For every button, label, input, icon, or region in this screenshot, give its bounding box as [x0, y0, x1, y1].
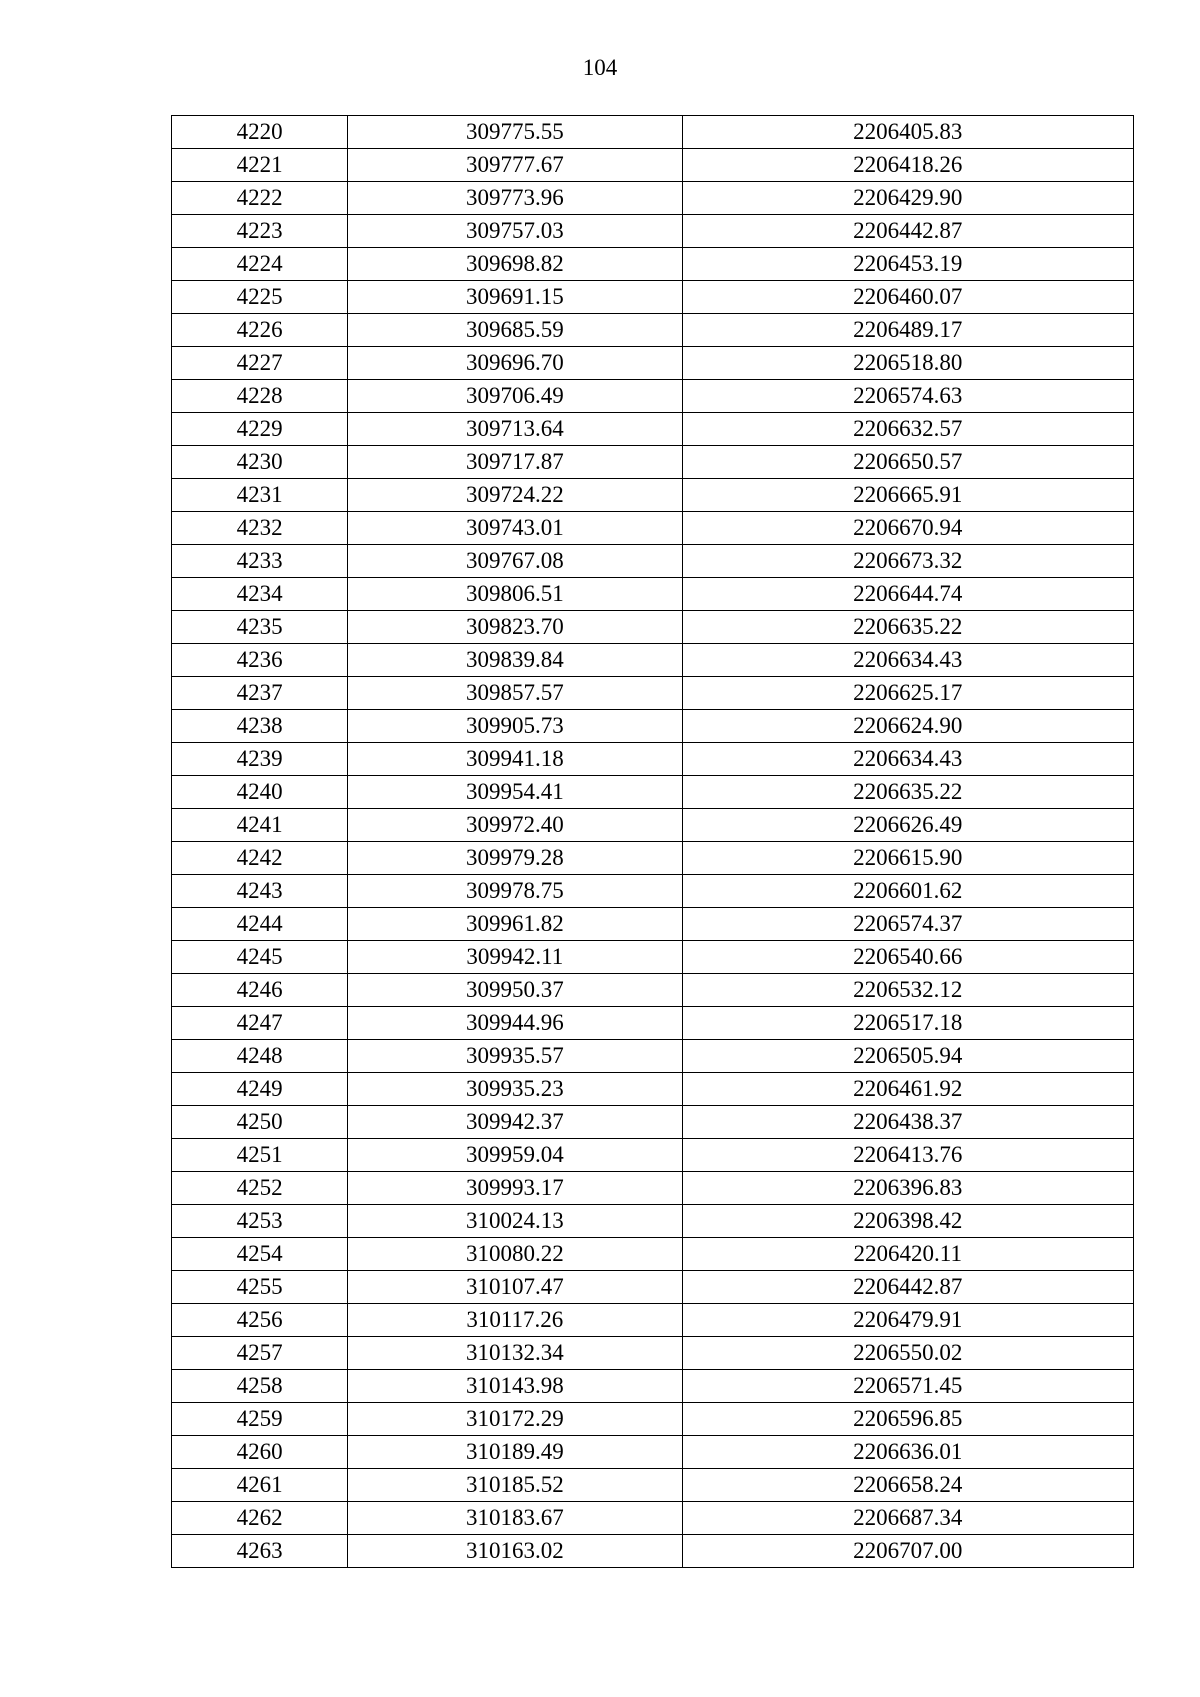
y-coordinate-cell: 2206601.62 — [682, 875, 1133, 908]
x-coordinate-cell: 309696.70 — [348, 347, 682, 380]
point-id-cell: 4259 — [172, 1403, 348, 1436]
point-id-cell: 4249 — [172, 1073, 348, 1106]
y-coordinate-cell: 2206658.24 — [682, 1469, 1133, 1502]
point-id-cell: 4229 — [172, 413, 348, 446]
y-coordinate-cell: 2206461.92 — [682, 1073, 1133, 1106]
point-id-cell: 4234 — [172, 578, 348, 611]
y-coordinate-cell: 2206665.91 — [682, 479, 1133, 512]
y-coordinate-cell: 2206574.63 — [682, 380, 1133, 413]
x-coordinate-cell: 309935.57 — [348, 1040, 682, 1073]
y-coordinate-cell: 2206550.02 — [682, 1337, 1133, 1370]
x-coordinate-cell: 310189.49 — [348, 1436, 682, 1469]
x-coordinate-cell: 309857.57 — [348, 677, 682, 710]
point-id-cell: 4222 — [172, 182, 348, 215]
table-row — [172, 677, 1134, 710]
point-id-cell: 4221 — [172, 149, 348, 182]
x-coordinate-cell: 309993.17 — [348, 1172, 682, 1205]
x-coordinate-cell: 309978.75 — [348, 875, 682, 908]
x-coordinate-cell: 309905.73 — [348, 710, 682, 743]
y-coordinate-cell: 2206396.83 — [682, 1172, 1133, 1205]
table-row — [172, 1040, 1134, 1073]
table-row — [172, 1073, 1134, 1106]
y-coordinate-cell: 2206625.17 — [682, 677, 1133, 710]
x-coordinate-cell: 309724.22 — [348, 479, 682, 512]
x-coordinate-cell: 309691.15 — [348, 281, 682, 314]
table-row — [172, 1304, 1134, 1337]
y-coordinate-cell: 2206438.37 — [682, 1106, 1133, 1139]
x-coordinate-cell: 309972.40 — [348, 809, 682, 842]
point-id-cell: 4232 — [172, 512, 348, 545]
table-row — [172, 347, 1134, 380]
table-row — [172, 941, 1134, 974]
y-coordinate-cell: 2206405.83 — [682, 116, 1133, 149]
table-row — [172, 842, 1134, 875]
x-coordinate-cell: 309775.55 — [348, 116, 682, 149]
table-row — [172, 1436, 1134, 1469]
point-id-cell: 4263 — [172, 1535, 348, 1568]
y-coordinate-cell: 2206460.07 — [682, 281, 1133, 314]
point-id-cell: 4225 — [172, 281, 348, 314]
y-coordinate-cell: 2206636.01 — [682, 1436, 1133, 1469]
point-id-cell: 4261 — [172, 1469, 348, 1502]
table-row — [172, 974, 1134, 1007]
point-id-cell: 4246 — [172, 974, 348, 1007]
y-coordinate-cell: 2206420.11 — [682, 1238, 1133, 1271]
table-row — [172, 182, 1134, 215]
table-row — [172, 512, 1134, 545]
y-coordinate-cell: 2206624.90 — [682, 710, 1133, 743]
table-row — [172, 116, 1134, 149]
x-coordinate-cell: 309839.84 — [348, 644, 682, 677]
x-coordinate-cell: 309698.82 — [348, 248, 682, 281]
point-id-cell: 4243 — [172, 875, 348, 908]
y-coordinate-cell: 2206442.87 — [682, 1271, 1133, 1304]
table-row — [172, 1271, 1134, 1304]
table-row — [172, 1337, 1134, 1370]
y-coordinate-cell: 2206571.45 — [682, 1370, 1133, 1403]
point-id-cell: 4254 — [172, 1238, 348, 1271]
x-coordinate-cell: 309806.51 — [348, 578, 682, 611]
table-row — [172, 149, 1134, 182]
table-row — [172, 644, 1134, 677]
point-id-cell: 4236 — [172, 644, 348, 677]
point-id-cell: 4247 — [172, 1007, 348, 1040]
table-row — [172, 875, 1134, 908]
y-coordinate-cell: 2206632.57 — [682, 413, 1133, 446]
x-coordinate-cell: 309823.70 — [348, 611, 682, 644]
x-coordinate-cell: 310183.67 — [348, 1502, 682, 1535]
y-coordinate-cell: 2206489.17 — [682, 314, 1133, 347]
table-row — [172, 413, 1134, 446]
point-id-cell: 4238 — [172, 710, 348, 743]
table-row — [172, 809, 1134, 842]
x-coordinate-cell: 310080.22 — [348, 1238, 682, 1271]
x-coordinate-cell: 309944.96 — [348, 1007, 682, 1040]
x-coordinate-cell: 310163.02 — [348, 1535, 682, 1568]
x-coordinate-cell: 310132.34 — [348, 1337, 682, 1370]
y-coordinate-cell: 2206413.76 — [682, 1139, 1133, 1172]
y-coordinate-cell: 2206540.66 — [682, 941, 1133, 974]
table-row — [172, 1139, 1134, 1172]
x-coordinate-cell: 309706.49 — [348, 380, 682, 413]
point-id-cell: 4235 — [172, 611, 348, 644]
y-coordinate-cell: 2206532.12 — [682, 974, 1133, 1007]
table-row — [172, 248, 1134, 281]
y-coordinate-cell: 2206479.91 — [682, 1304, 1133, 1337]
point-id-cell: 4228 — [172, 380, 348, 413]
point-id-cell: 4226 — [172, 314, 348, 347]
x-coordinate-cell: 310117.26 — [348, 1304, 682, 1337]
point-id-cell: 4233 — [172, 545, 348, 578]
y-coordinate-cell: 2206442.87 — [682, 215, 1133, 248]
y-coordinate-cell: 2206596.85 — [682, 1403, 1133, 1436]
table-row — [172, 611, 1134, 644]
point-id-cell: 4255 — [172, 1271, 348, 1304]
y-coordinate-cell: 2206634.43 — [682, 644, 1133, 677]
x-coordinate-cell: 310107.47 — [348, 1271, 682, 1304]
point-id-cell: 4257 — [172, 1337, 348, 1370]
point-id-cell: 4250 — [172, 1106, 348, 1139]
point-id-cell: 4231 — [172, 479, 348, 512]
x-coordinate-cell: 309941.18 — [348, 743, 682, 776]
y-coordinate-cell: 2206687.34 — [682, 1502, 1133, 1535]
x-coordinate-cell: 309743.01 — [348, 512, 682, 545]
page-number: 104 — [582, 55, 618, 80]
table-row — [172, 908, 1134, 941]
point-id-cell: 4240 — [172, 776, 348, 809]
x-coordinate-cell: 309961.82 — [348, 908, 682, 941]
table-row — [172, 1535, 1134, 1568]
y-coordinate-cell: 2206626.49 — [682, 809, 1133, 842]
y-coordinate-cell: 2206673.32 — [682, 545, 1133, 578]
y-coordinate-cell: 2206418.26 — [682, 149, 1133, 182]
point-id-cell: 4220 — [172, 116, 348, 149]
y-coordinate-cell: 2206650.57 — [682, 446, 1133, 479]
table-row — [172, 215, 1134, 248]
table-row — [172, 314, 1134, 347]
x-coordinate-cell: 309942.37 — [348, 1106, 682, 1139]
y-coordinate-cell: 2206453.19 — [682, 248, 1133, 281]
y-coordinate-cell: 2206635.22 — [682, 611, 1133, 644]
x-coordinate-cell: 310143.98 — [348, 1370, 682, 1403]
point-id-cell: 4223 — [172, 215, 348, 248]
x-coordinate-cell: 309757.03 — [348, 215, 682, 248]
x-coordinate-cell: 310172.29 — [348, 1403, 682, 1436]
y-coordinate-cell: 2206505.94 — [682, 1040, 1133, 1073]
point-id-cell: 4245 — [172, 941, 348, 974]
y-coordinate-cell: 2206707.00 — [682, 1535, 1133, 1568]
table-row — [172, 743, 1134, 776]
point-id-cell: 4248 — [172, 1040, 348, 1073]
x-coordinate-cell: 309685.59 — [348, 314, 682, 347]
table-row — [172, 479, 1134, 512]
table-row — [172, 1172, 1134, 1205]
point-id-cell: 4262 — [172, 1502, 348, 1535]
x-coordinate-cell: 309777.67 — [348, 149, 682, 182]
point-id-cell: 4224 — [172, 248, 348, 281]
x-coordinate-cell: 309767.08 — [348, 545, 682, 578]
point-id-cell: 4258 — [172, 1370, 348, 1403]
point-id-cell: 4260 — [172, 1436, 348, 1469]
table-row — [172, 545, 1134, 578]
x-coordinate-cell: 309713.64 — [348, 413, 682, 446]
table-row — [172, 1007, 1134, 1040]
point-id-cell: 4251 — [172, 1139, 348, 1172]
x-coordinate-cell: 309950.37 — [348, 974, 682, 1007]
table-row — [172, 1370, 1134, 1403]
point-id-cell: 4252 — [172, 1172, 348, 1205]
table-row — [172, 776, 1134, 809]
point-id-cell: 4242 — [172, 842, 348, 875]
table-row — [172, 1238, 1134, 1271]
table-row — [172, 446, 1134, 479]
point-id-cell: 4227 — [172, 347, 348, 380]
coordinate-table-body — [172, 116, 1134, 1568]
y-coordinate-cell: 2206670.94 — [682, 512, 1133, 545]
point-id-cell: 4241 — [172, 809, 348, 842]
table-row — [172, 281, 1134, 314]
point-id-cell: 4237 — [172, 677, 348, 710]
x-coordinate-cell: 310024.13 — [348, 1205, 682, 1238]
point-id-cell: 4230 — [172, 446, 348, 479]
point-id-cell: 4256 — [172, 1304, 348, 1337]
point-id-cell: 4239 — [172, 743, 348, 776]
table-row — [172, 578, 1134, 611]
y-coordinate-cell: 2206398.42 — [682, 1205, 1133, 1238]
y-coordinate-cell: 2206574.37 — [682, 908, 1133, 941]
x-coordinate-cell: 309959.04 — [348, 1139, 682, 1172]
x-coordinate-cell: 309954.41 — [348, 776, 682, 809]
y-coordinate-cell: 2206644.74 — [682, 578, 1133, 611]
x-coordinate-cell: 309935.23 — [348, 1073, 682, 1106]
coordinate-table — [171, 115, 1134, 1568]
table-row — [172, 1403, 1134, 1436]
table-row — [172, 1106, 1134, 1139]
table-row — [172, 380, 1134, 413]
point-id-cell: 4253 — [172, 1205, 348, 1238]
y-coordinate-cell: 2206429.90 — [682, 182, 1133, 215]
x-coordinate-cell: 309717.87 — [348, 446, 682, 479]
y-coordinate-cell: 2206615.90 — [682, 842, 1133, 875]
table-row — [172, 710, 1134, 743]
table-row — [172, 1502, 1134, 1535]
x-coordinate-cell: 310185.52 — [348, 1469, 682, 1502]
x-coordinate-cell: 309942.11 — [348, 941, 682, 974]
y-coordinate-cell: 2206635.22 — [682, 776, 1133, 809]
y-coordinate-cell: 2206634.43 — [682, 743, 1133, 776]
y-coordinate-cell: 2206518.80 — [682, 347, 1133, 380]
x-coordinate-cell: 309773.96 — [348, 182, 682, 215]
table-row — [172, 1469, 1134, 1502]
y-coordinate-cell: 2206517.18 — [682, 1007, 1133, 1040]
x-coordinate-cell: 309979.28 — [348, 842, 682, 875]
point-id-cell: 4244 — [172, 908, 348, 941]
table-row — [172, 1205, 1134, 1238]
